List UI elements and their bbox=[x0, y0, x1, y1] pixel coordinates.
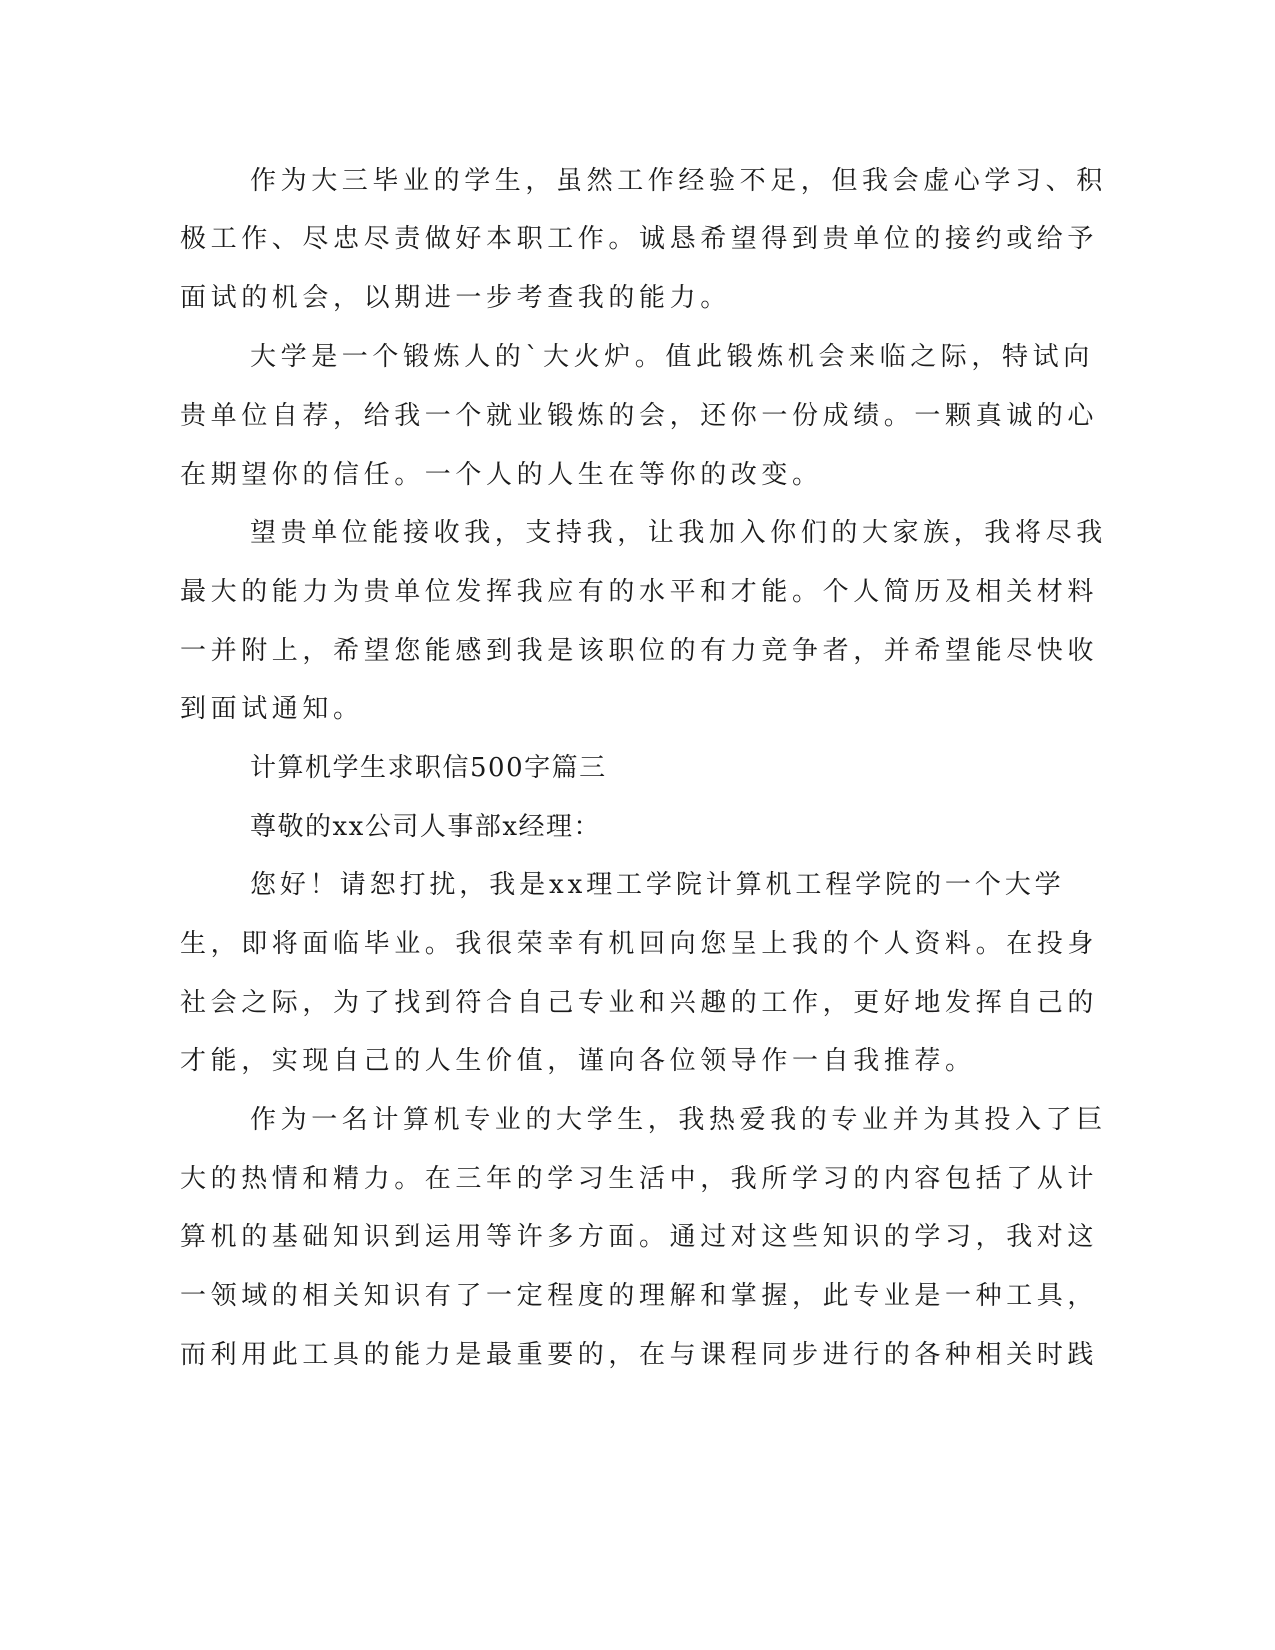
text-line: 到面试通知。 bbox=[180, 694, 364, 724]
text-line: 极工作、尽忠尽责做好本职工作。诚恳希望得到贵单位的接约或给予 bbox=[180, 224, 1099, 254]
text-line: 作为一名计算机专业的大学生，我热爱我的专业并为其投入了巨 bbox=[250, 1105, 1107, 1135]
text-line: 您好！请恕打扰，我是xx理工学院计算机工程学院的一个大学 bbox=[250, 870, 1065, 900]
text-line: 生，即将面临毕业。我很荣幸有机回向您呈上我的个人资料。在投身 bbox=[180, 929, 1099, 959]
text-line: 大的热情和精力。在三年的学习生活中，我所学习的内容包括了从计 bbox=[180, 1164, 1099, 1194]
text-line: 大学是一个锻炼人的`大火炉。值此锻炼机会来临之际，特试向 bbox=[250, 342, 1094, 372]
salutation: 尊敬的xx公司人事部x经理： bbox=[250, 812, 601, 842]
text-line: 才能，实现自己的人生价值，谨向各位领导作一自我推荐。 bbox=[180, 1046, 976, 1076]
text-line: 在期望你的信任。一个人的人生在等你的改变。 bbox=[180, 460, 823, 490]
text-line: 贵单位自荐，给我一个就业锻炼的会，还你一份成绩。一颗真诚的心 bbox=[180, 401, 1099, 431]
section-heading: 计算机学生求职信500字篇三 bbox=[250, 753, 607, 783]
text-line: 最大的能力为贵单位发挥我应有的水平和才能。个人简历及相关材料 bbox=[180, 577, 1099, 607]
text-line: 算机的基础知识到运用等许多方面。通过对这些知识的学习，我对这 bbox=[180, 1222, 1099, 1252]
text-line: 一领域的相关知识有了一定程度的理解和掌握，此专业是一种工具， bbox=[180, 1281, 1099, 1311]
text-line: 一并附上，希望您能感到我是该职位的有力竞争者，并希望能尽快收 bbox=[180, 636, 1099, 666]
text-line: 而利用此工具的能力是最重要的，在与课程同步进行的各种相关时践 bbox=[180, 1340, 1099, 1370]
text-line: 社会之际，为了找到符合自己专业和兴趣的工作，更好地发挥自己的 bbox=[180, 988, 1099, 1018]
text-line: 面试的机会，以期进一步考查我的能力。 bbox=[180, 283, 731, 313]
text-line: 作为大三毕业的学生，虽然工作经验不足，但我会虚心学习、积 bbox=[250, 166, 1107, 196]
text-line: 望贵单位能接收我，支持我，让我加入你们的大家族，我将尽我 bbox=[250, 518, 1107, 548]
